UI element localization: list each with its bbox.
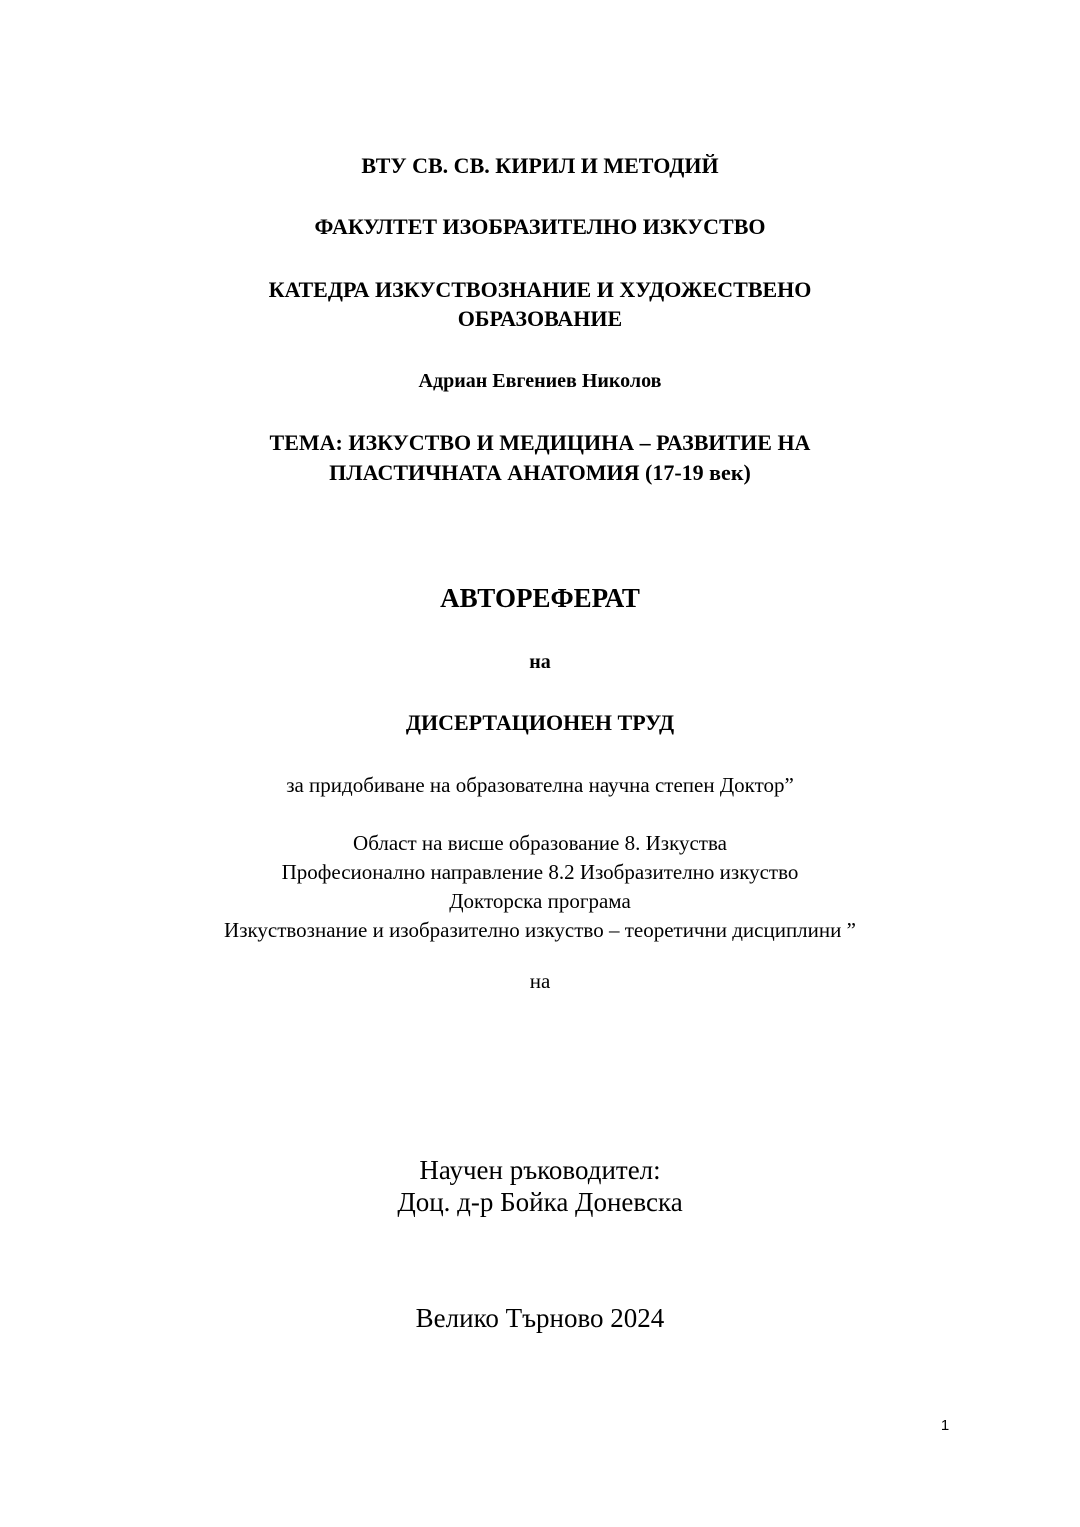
supervisor-name: Доц. д-р Бойка Доневска xyxy=(397,1187,683,1217)
author-name: Адриан Евгениев Николов xyxy=(418,370,662,392)
degree-purpose: за придобиване на образователна научна степен Доктор” xyxy=(286,773,794,797)
topic-line2: ПЛАСТИЧНАТА АНАТОМИЯ (17-19 век) xyxy=(329,460,751,485)
department-name-line1: КАТЕДРА ИЗКУСТВОЗНАНИЕ И ХУДОЖЕСТВЕНО xyxy=(268,277,812,302)
department-name-line2: ОБРАЗОВАНИЕ xyxy=(457,306,623,331)
doctoral-program-label: Докторска програма xyxy=(449,889,631,913)
title-preposition: на xyxy=(529,651,551,673)
university-name: ВТУ СВ. СВ. КИРИЛ И МЕТОДИЙ xyxy=(361,153,719,178)
faculty-name: ФАКУЛТЕТ ИЗОБРАЗИТЕЛНО ИЗКУСТВО xyxy=(314,214,766,239)
supervisor-label: Научен ръководител: xyxy=(419,1155,661,1185)
study-area: Област на висше образование 8. Изкуства xyxy=(353,831,727,855)
professional-direction: Професионално направление 8.2 Изобразително изкуство xyxy=(281,860,799,884)
doctoral-program-name: Изкуствознание и изобразително изкуство – теоретични дисциплини ” xyxy=(224,918,856,942)
place-and-year: Велико Търново 2024 xyxy=(415,1303,665,1333)
page-number: 1 xyxy=(940,1417,950,1434)
document-title: АВТОРЕФЕРАТ xyxy=(440,583,640,613)
program-preposition: на xyxy=(529,969,551,993)
dissertation-label: ДИСЕРТАЦИОНЕН ТРУД xyxy=(405,710,675,735)
topic-line1: ТЕМА: ИЗКУСТВО И МЕДИЦИНА – РАЗВИТИЕ НА xyxy=(269,430,811,455)
